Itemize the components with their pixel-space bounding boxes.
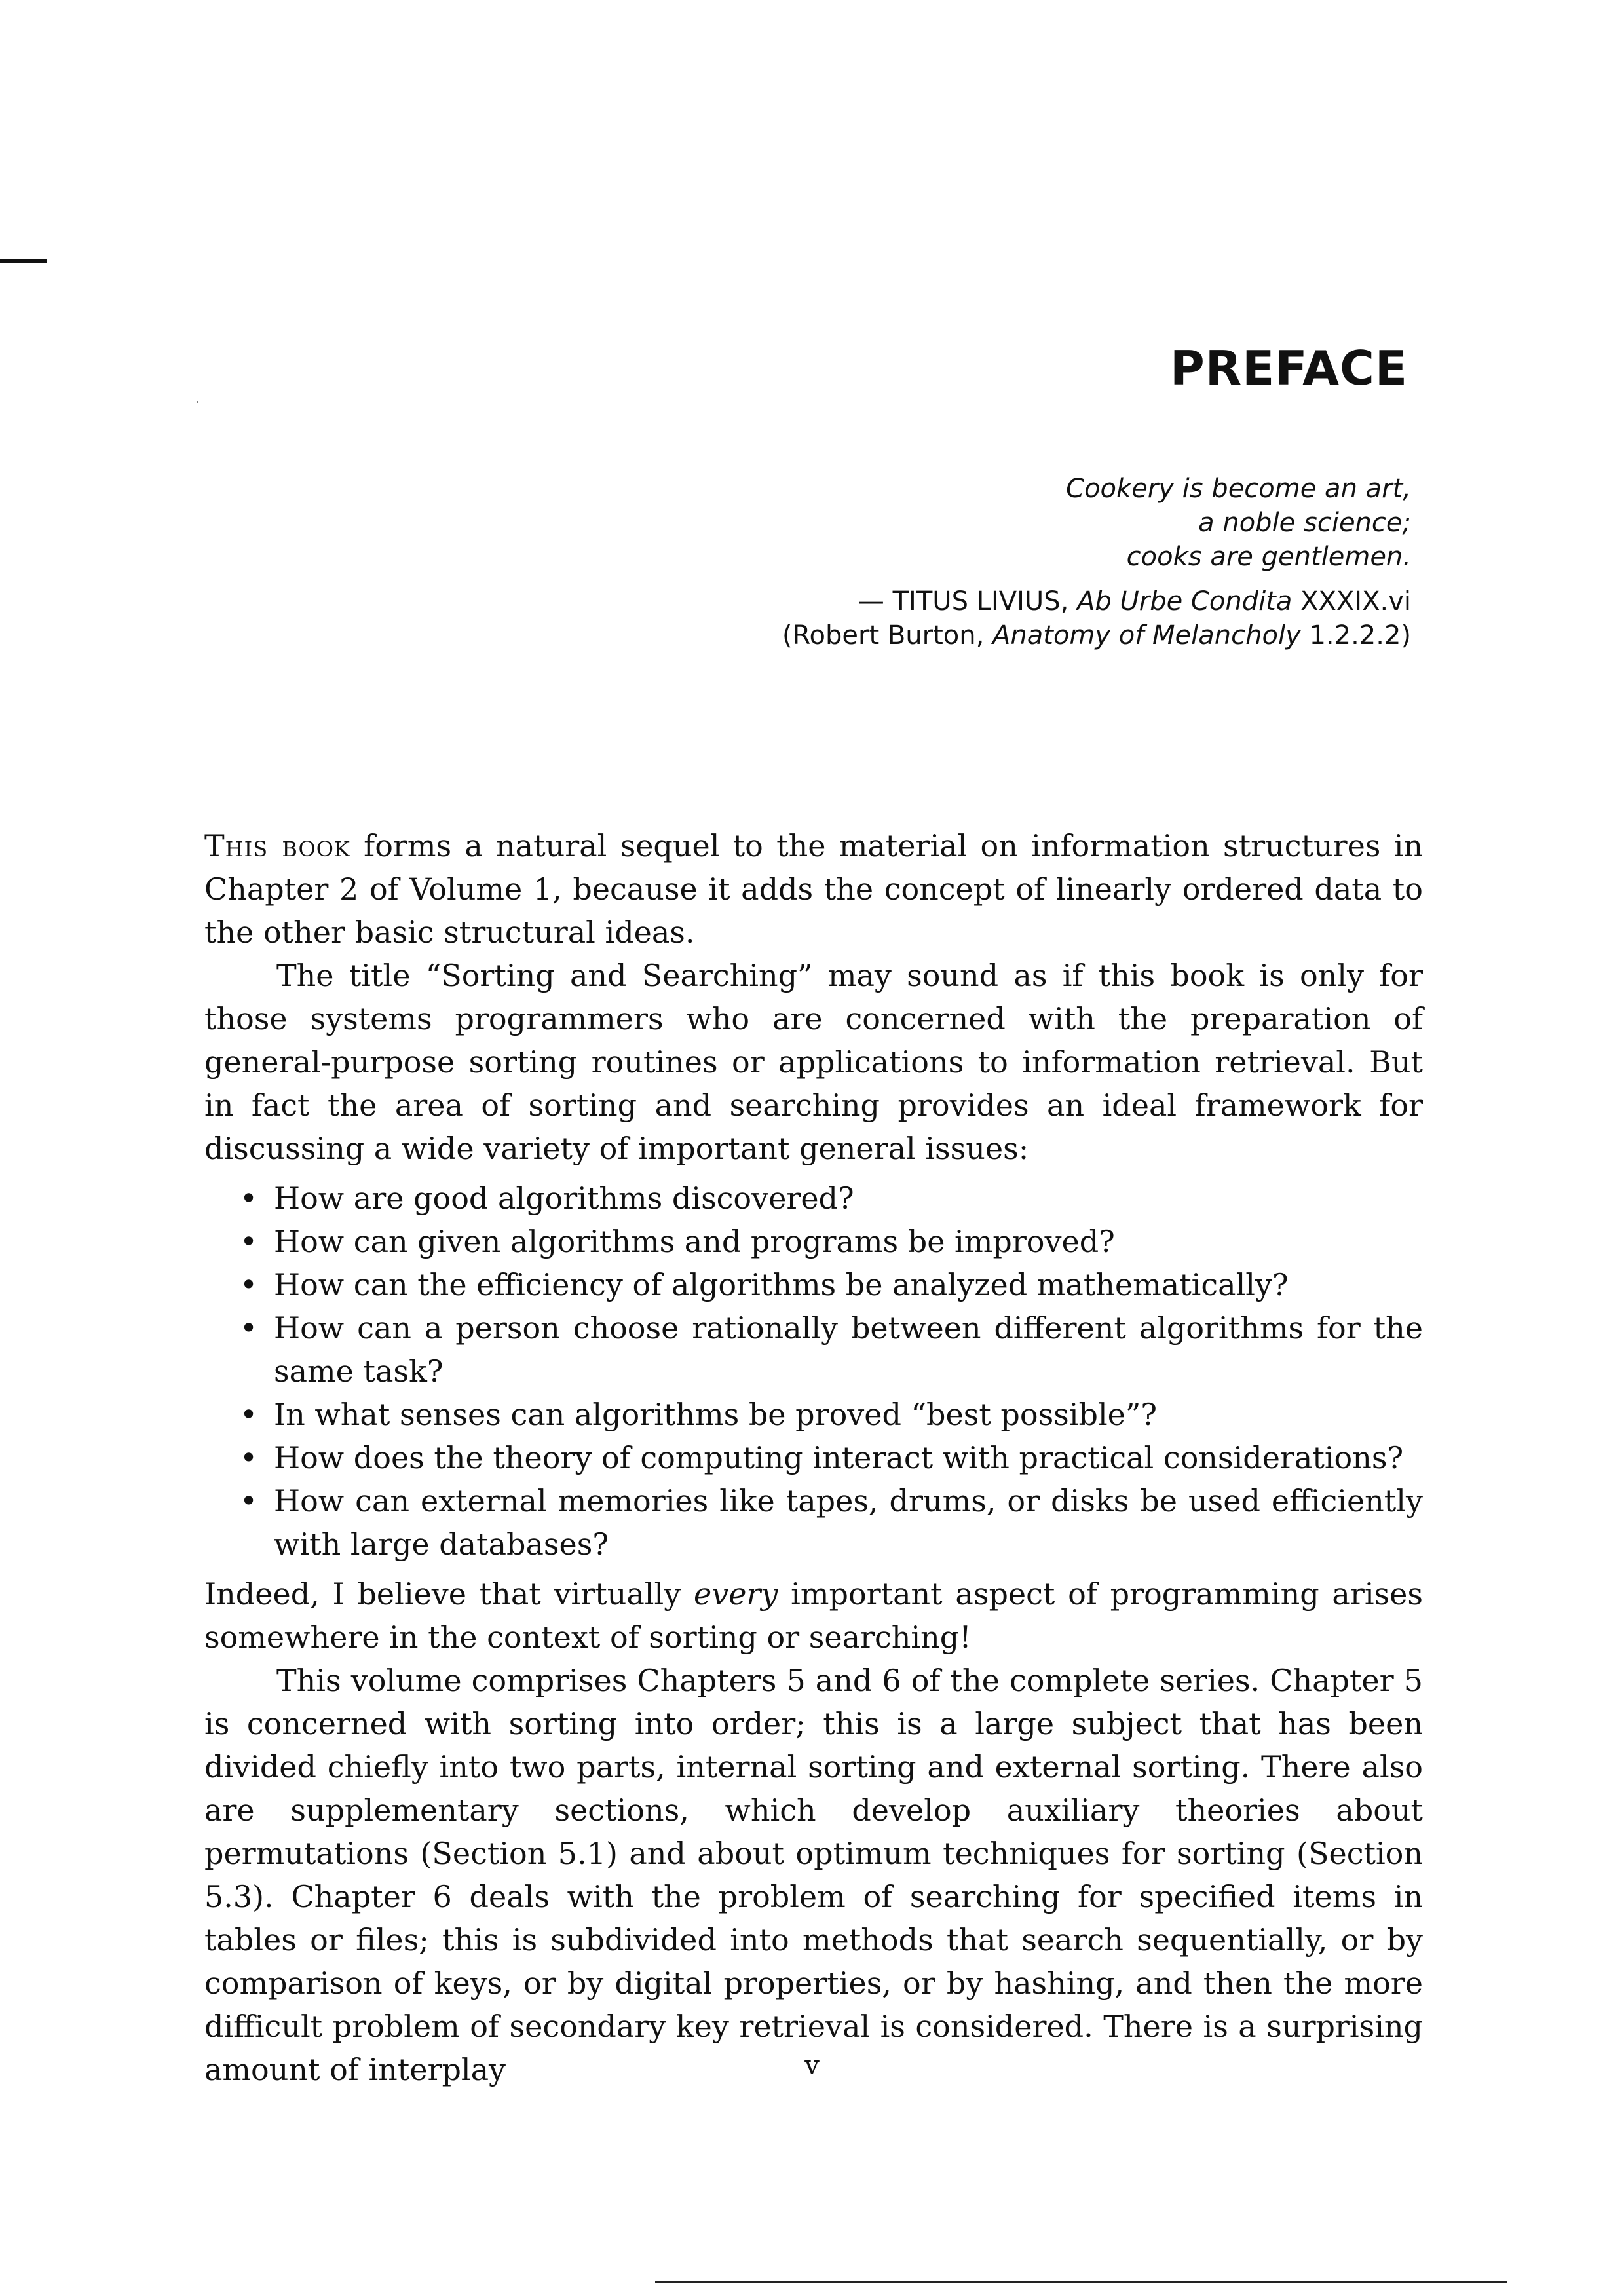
attribution-work: Ab Urbe Condita: [1077, 586, 1293, 616]
paragraph-text: forms a natural sequel to the material on information structures in Chapter 2 of Volume 1, because it adds the concept of linearly ordered data to the other basic structural ideas.: [204, 828, 1423, 950]
list-item: • How are good algorithms discovered?: [274, 1177, 1423, 1220]
bullet-icon: •: [240, 1483, 258, 1519]
list-item: • How does the theory of computing interact with practical considerations?: [274, 1436, 1423, 1479]
bullet-icon: •: [240, 1310, 258, 1346]
attribution-prefix: — TITUS LIVIUS,: [858, 586, 1078, 616]
scan-dust-dot: [197, 401, 198, 403]
emphasis: every: [693, 1576, 778, 1612]
epigraph: [782, 472, 1411, 653]
body-text: [204, 824, 1423, 2091]
questions-list: [204, 1177, 1423, 1566]
page-title: PREFACE: [1169, 341, 1408, 396]
epigraph-quote: [782, 472, 1411, 574]
attribution-suffix: XXXIX.vi: [1292, 586, 1411, 616]
list-item: • How can a person choose rationally between different algorithms for the same task?: [274, 1306, 1423, 1393]
bullet-icon: •: [240, 1267, 258, 1302]
paragraph-indeed: Indeed, I believe that virtually every important aspect of programming arises somewhere in the context of sorting or searching!: [204, 1576, 1423, 1655]
list-item: • How can external memories like tapes, drums, or disks be used efficiently with large databases?: [274, 1479, 1423, 1566]
source-prefix: (Robert Burton,: [782, 620, 993, 651]
epigraph-line: Cookery is become an art,: [1066, 474, 1411, 504]
lead-in: This book: [204, 828, 350, 863]
source-work: Anatomy of Melancholy: [992, 620, 1301, 651]
paragraph-intro: [204, 824, 1423, 954]
bullet-icon: •: [240, 1397, 258, 1432]
epigraph-source: [782, 618, 1411, 653]
page-number: v: [804, 2051, 820, 2081]
scan-bottom-edge: [655, 2281, 1507, 2283]
source-suffix: 1.2.2.2): [1300, 620, 1411, 651]
epigraph-line: a noble science;: [1198, 508, 1411, 538]
paragraph-chapters: This volume comprises Chapters 5 and 6 of the complete series. Chapter 5 is concerned with sorting into order; this is a large subject that has been divided chiefly into two parts, internal sorting and external sorting. There also are supplementary sections, which develop auxiliary theories about permutations (Section 5.1) and about optimum techniques for sorting (Section 5.3). Chapter 6 deals with the problem of searching for specified items in tables or files; this is subdivided into methods that search sequentially, or by comparison of keys, or by digital properties, or by hashing, and then the more difficult problem of secondary key retrieval is considered. There is a surprising amount of interplay: [204, 1663, 1423, 2087]
bullet-icon: •: [240, 1181, 258, 1216]
list-item: • How can the efficiency of algorithms be analyzed mathematically?: [274, 1263, 1423, 1306]
epigraph-line: cooks are gentlemen.: [1126, 542, 1411, 572]
epigraph-attribution: [782, 584, 1411, 618]
bullet-icon: •: [240, 1224, 258, 1259]
paragraph-issues: The title “Sorting and Searching” may sound as if this book is only for those systems programmers who are concerned with the preparation of general-purpose sorting routines or applications to information retrieval. But in fact the area of sorting and searching provides an ideal framework for discussing a wide variety of important general issues:: [204, 958, 1423, 1166]
list-item: • In what senses can algorithms be proved “best possible”?: [274, 1393, 1423, 1436]
list-item: • How can given algorithms and programs be improved?: [274, 1220, 1423, 1263]
bullet-icon: •: [240, 1440, 258, 1475]
scan-edge-mark: [0, 259, 47, 263]
